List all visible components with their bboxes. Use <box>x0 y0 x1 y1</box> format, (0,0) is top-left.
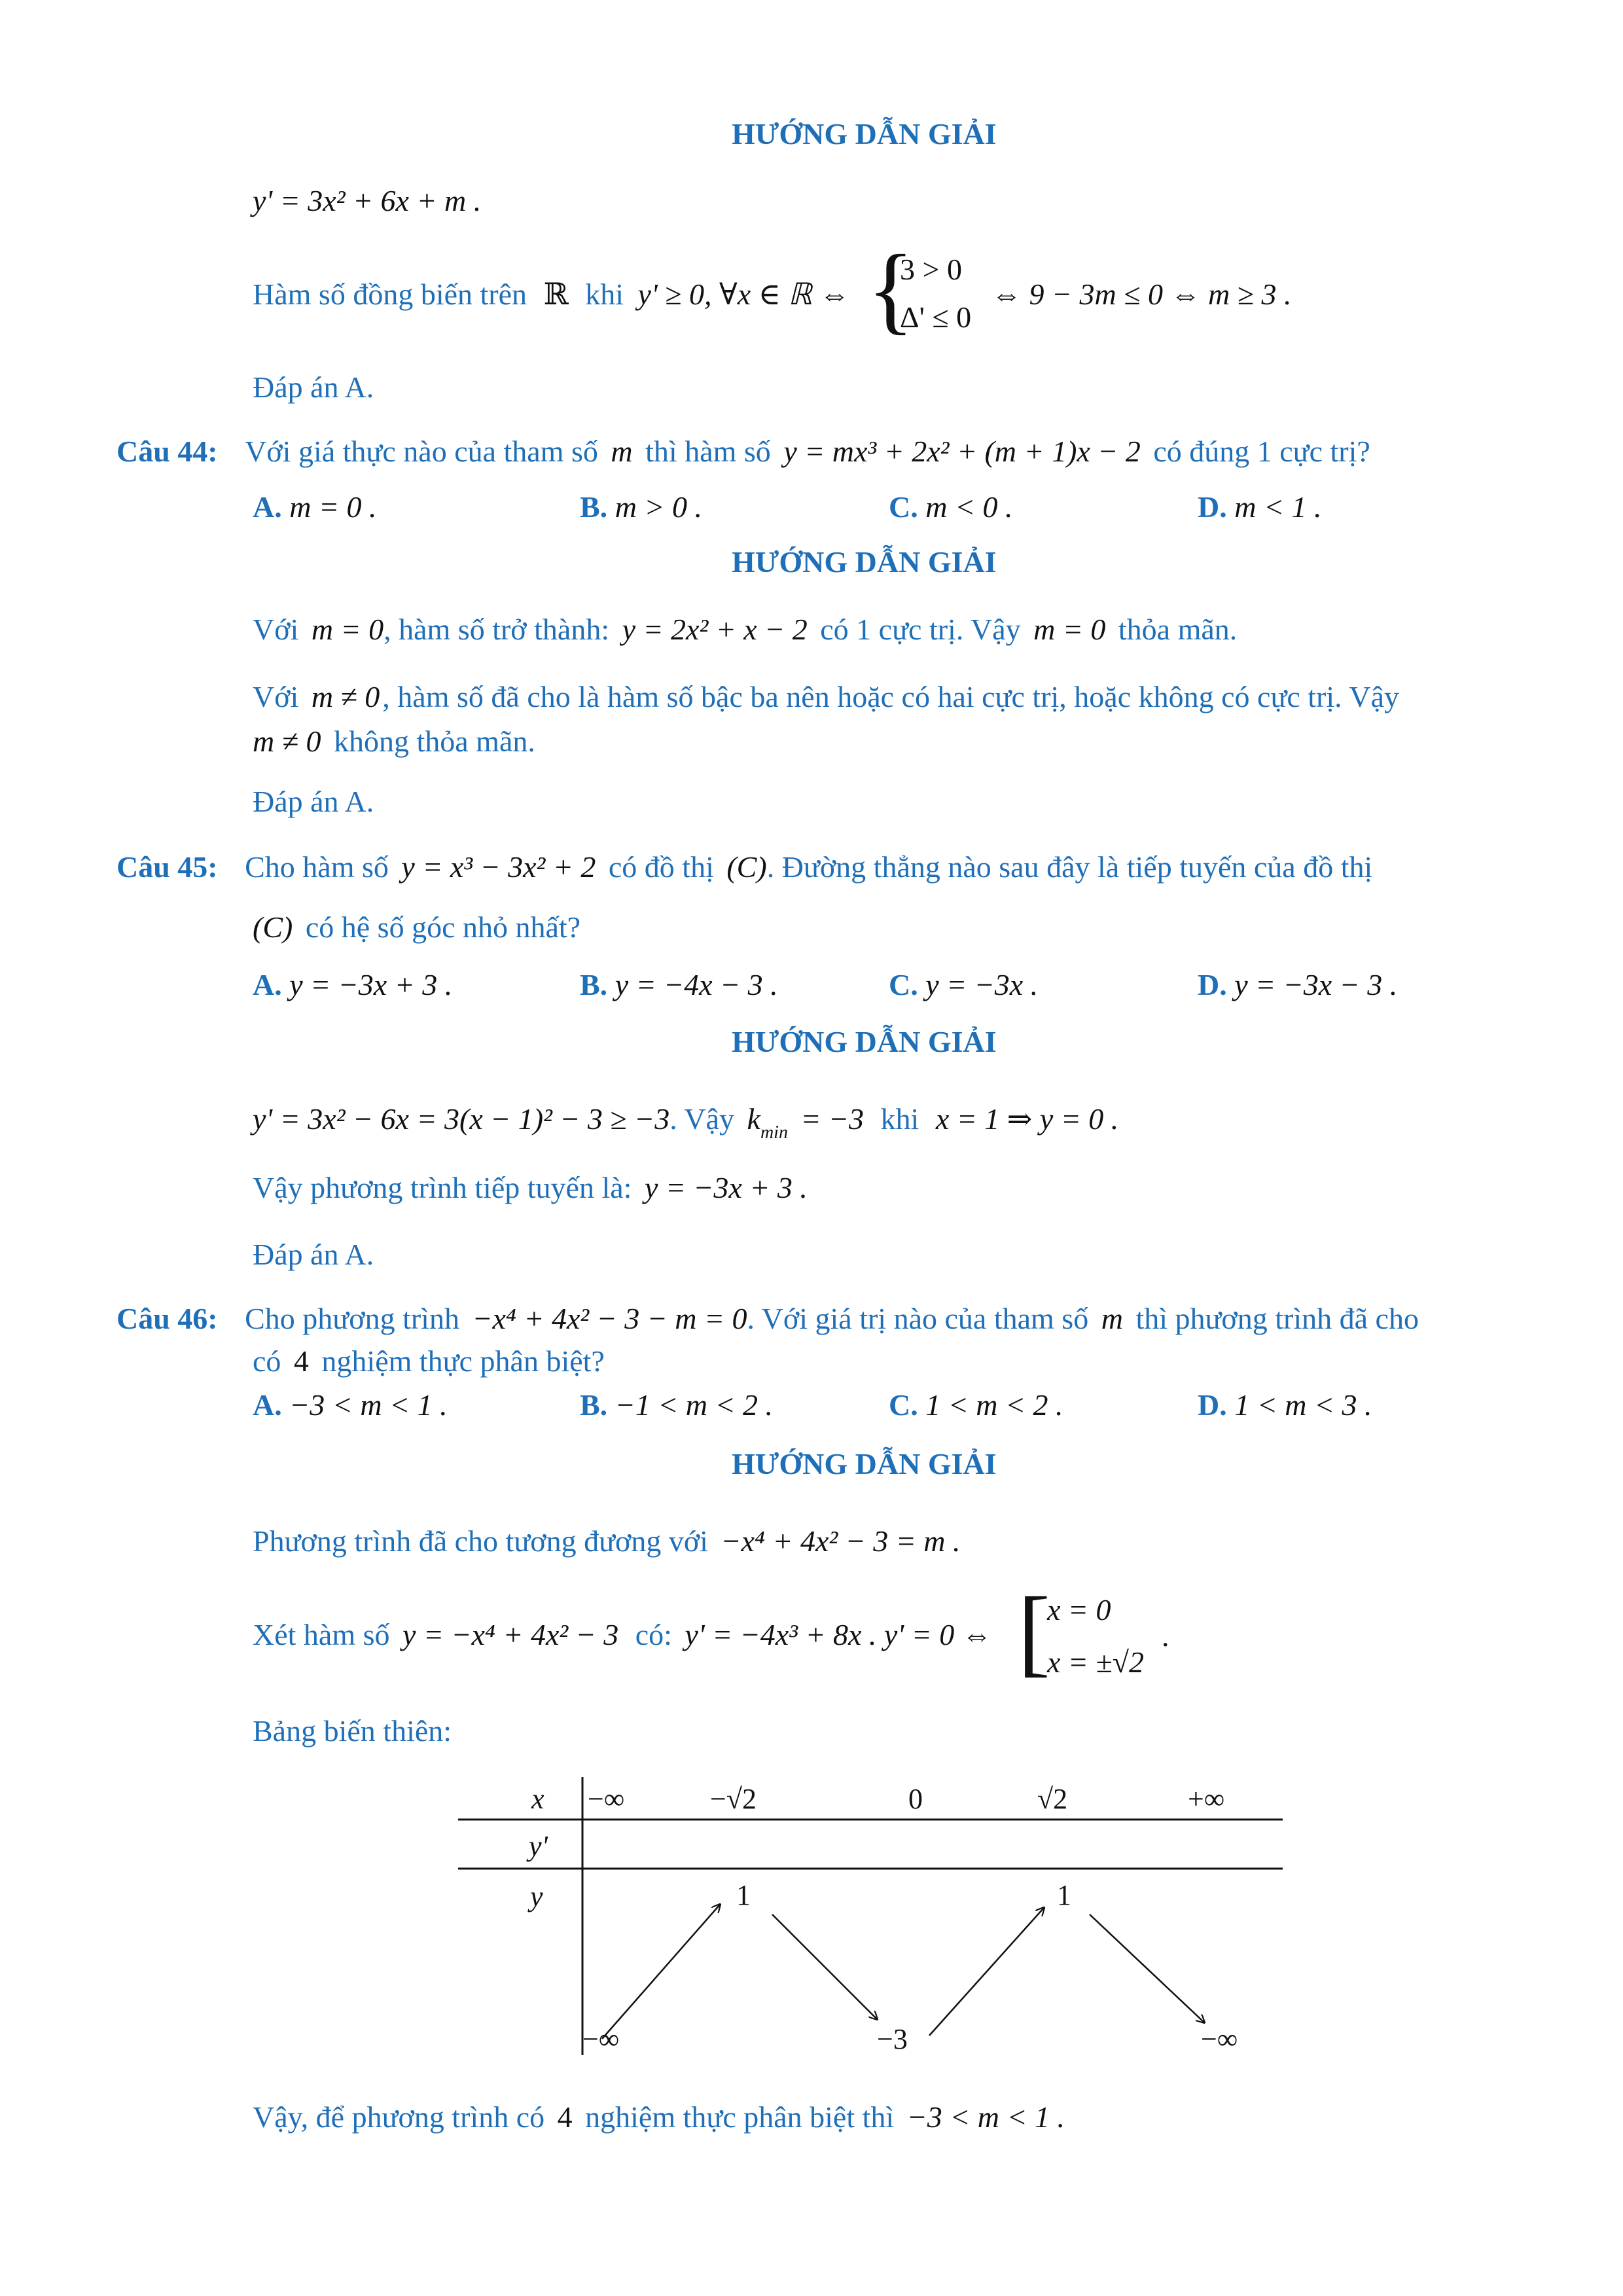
q45-label: Câu 45: <box>116 850 218 884</box>
decreasing-arrow <box>772 1914 877 2019</box>
q45-option-d[interactable] <box>1198 965 1397 1005</box>
option-key: C. <box>889 968 918 1001</box>
math: m = 0 <box>311 613 384 646</box>
q46-option-c[interactable] <box>889 1386 1063 1425</box>
solution-header: HƯỚNG DẪN GIẢI <box>732 1025 997 1058</box>
text: Cho phương trình <box>245 1302 459 1335</box>
math: −x⁴ + 4x² − 3 = m . <box>721 1524 961 1558</box>
text: Với <box>253 613 299 646</box>
math: y = −3x + 3 . <box>644 1171 808 1204</box>
real-set-symbol: ℝ <box>543 278 569 311</box>
option-value: m < 1 . <box>1234 490 1322 524</box>
text: khi <box>880 1102 919 1136</box>
q44-option-c[interactable] <box>889 488 1013 527</box>
sol43-line <box>253 275 849 314</box>
q46-table-label: Bảng biến thiên: <box>253 1714 452 1748</box>
q45-function: y = x³ − 3x² + 2 <box>401 850 596 884</box>
math: m ≠ 0 <box>253 725 321 758</box>
option-key: B. <box>580 1388 608 1422</box>
math: y' = 3x² − 6x = 3(x − 1)² − 3 ≥ −3 <box>253 1102 670 1136</box>
q46-option-d[interactable] <box>1198 1386 1372 1425</box>
option-value: 1 < m < 2 . <box>925 1388 1063 1422</box>
variation-table <box>458 1767 1283 2068</box>
text: có hệ số góc nhỏ nhất? <box>305 910 581 944</box>
q44-option-a[interactable] <box>253 488 377 527</box>
table-row-yprime: y' <box>529 1830 548 1862</box>
q44-answer: Đáp án A. <box>253 785 374 818</box>
sol43-result: ⇔ 9 − 3m ≤ 0 ⇔ m ≥ 3 . <box>991 278 1292 311</box>
sol43-system-row1: 3 > 0 <box>900 253 962 286</box>
number: 4 <box>293 1344 309 1378</box>
q46-stem-line1 <box>116 1299 1419 1338</box>
math: y = 2x² + x − 2 <box>622 613 808 646</box>
text: nghiệm thực phân biệt? <box>321 1344 605 1378</box>
option-key: D. <box>1198 490 1227 524</box>
option-value: m > 0 . <box>615 490 702 524</box>
option-value: −3 < m < 1 . <box>289 1388 448 1422</box>
text: Cho hàm số <box>245 850 389 884</box>
q46-case2: x = ±√2 <box>1047 1645 1144 1679</box>
sol43-answer: Đáp án A. <box>253 370 374 404</box>
system-brace: { <box>867 235 914 344</box>
table-y-max: 1 <box>736 1879 751 1911</box>
table-y-max: 1 <box>1057 1879 1071 1911</box>
q46-option-a[interactable] <box>253 1386 448 1425</box>
text: thì phương trình đã cho <box>1135 1302 1419 1335</box>
option-value: y = −3x + 3 . <box>289 968 453 1001</box>
table-x-value: −∞ <box>588 1783 625 1815</box>
q45-answer: Đáp án A. <box>253 1238 374 1271</box>
q44-sol-line3 <box>253 722 535 761</box>
table-row-y: y <box>530 1880 543 1912</box>
q45-sol-line1 <box>253 1100 1119 1143</box>
k: k <box>747 1102 760 1136</box>
option-value: y = −4x − 3 . <box>615 968 778 1001</box>
table-x-value: −√2 <box>710 1783 757 1815</box>
text: , hàm số trở thành: <box>383 613 610 646</box>
text: có đồ thị <box>608 850 714 884</box>
q46-case1: x = 0 <box>1047 1593 1111 1626</box>
table-y-min: −∞ <box>582 2023 620 2055</box>
option-value: m = 0 . <box>289 490 377 524</box>
table-y-min: −3 <box>877 2023 908 2055</box>
math: y' = −4x³ + 8x . y' = 0 ⇔ <box>685 1618 992 1651</box>
q46-option-b[interactable] <box>580 1386 773 1425</box>
q44-text-pre: Với giá thực nào của tham số <box>245 435 598 468</box>
text: có <box>253 1344 281 1378</box>
q44-text-post: có đúng 1 cực trị? <box>1153 435 1370 468</box>
q45-option-b[interactable] <box>580 965 778 1005</box>
option-value: m < 0 . <box>925 490 1013 524</box>
option-value: y = −3x − 3 . <box>1234 968 1398 1001</box>
table-x-value: √2 <box>1037 1783 1068 1815</box>
text: Xét hàm số <box>253 1618 390 1651</box>
q46-sol-line1 <box>253 1522 960 1561</box>
graph-name: (C) <box>726 850 767 884</box>
q44-sol-line2 <box>253 677 1399 717</box>
option-key: A. <box>253 1388 282 1422</box>
option-value: y = −3x . <box>925 968 1039 1001</box>
q44-text-mid: thì hàm số <box>645 435 771 468</box>
q45-stem-line1 <box>116 848 1372 887</box>
option-key: B. <box>580 490 608 524</box>
sol43-derivative: y' = 3x² + 6x + m . <box>253 184 482 217</box>
math: x = 1 ⇒ y = 0 . <box>935 1102 1119 1136</box>
text: có 1 cực trị. Vậy <box>820 613 1021 646</box>
math: m ≠ 0 <box>311 680 380 713</box>
table-x-value: +∞ <box>1188 1783 1225 1815</box>
text: nghiệm thực phân biệt thì <box>585 2100 895 2134</box>
text: . Đường thẳng nào sau đây là tiếp tuyến của đồ thị <box>766 850 1373 884</box>
text: không thỏa mãn. <box>333 725 535 758</box>
decreasing-arrow <box>1090 1914 1204 2022</box>
q46-label: Câu 46: <box>116 1302 218 1335</box>
text: Vậy phương trình tiếp tuyến là: <box>253 1171 632 1204</box>
text: Với <box>253 680 299 713</box>
solution-header: HƯỚNG DẪN GIẢI <box>732 545 997 579</box>
number: 4 <box>557 2100 573 2134</box>
solution-header: HƯỚNG DẪN GIẢI <box>732 117 997 151</box>
option-key: A. <box>253 490 282 524</box>
table-y-min: −∞ <box>1201 2023 1238 2055</box>
q44-label: Câu 44: <box>116 435 218 468</box>
math: y = −x⁴ + 4x² − 3 <box>402 1618 619 1651</box>
sol43-text: Hàm số đồng biến trên <box>253 278 527 311</box>
case-bracket: [ <box>1018 1577 1050 1686</box>
text: Vậy, để phương trình có <box>253 2100 545 2134</box>
k-min <box>747 1102 788 1143</box>
period: . <box>1162 1619 1169 1653</box>
table-x-value: 0 <box>908 1783 923 1815</box>
math: −3 < m < 1 . <box>906 2100 1065 2134</box>
q46-var-m: m <box>1101 1302 1123 1335</box>
q44-option-b[interactable] <box>580 488 702 527</box>
text: thỏa mãn. <box>1118 613 1238 646</box>
option-key: D. <box>1198 1388 1227 1422</box>
text: . Vậy <box>669 1102 735 1136</box>
q44-sol-line1 <box>253 610 1237 649</box>
table-row-x: x <box>531 1783 544 1815</box>
q46-conclusion <box>253 2098 1065 2137</box>
sol43-khi: khi <box>585 278 624 311</box>
math: = −3 <box>800 1102 865 1136</box>
option-key: C. <box>889 490 918 524</box>
q45-option-a[interactable] <box>253 965 452 1005</box>
q44-var-m: m <box>611 435 633 468</box>
option-key: A. <box>253 968 282 1001</box>
solution-header: HƯỚNG DẪN GIẢI <box>732 1447 997 1480</box>
sol43-system-row2: Δ' ≤ 0 <box>900 300 972 334</box>
min-subscript: min <box>760 1122 788 1143</box>
q46-equation: −x⁴ + 4x² − 3 − m = 0 <box>472 1302 747 1335</box>
increasing-arrow <box>602 1905 720 2039</box>
q45-option-c[interactable] <box>889 965 1038 1005</box>
sol43-condition: y' ≥ 0, ∀x ∈ ℝ ⇔ <box>637 278 850 311</box>
q44-function: y = mx³ + 2x² + (m + 1)x − 2 <box>783 435 1141 468</box>
option-key: D. <box>1198 968 1227 1001</box>
option-value: 1 < m < 3 . <box>1234 1388 1372 1422</box>
math: m = 0 <box>1033 613 1106 646</box>
graph-name: (C) <box>253 910 293 944</box>
q44-option-d[interactable] <box>1198 488 1322 527</box>
q45-stem-line2 <box>253 908 580 947</box>
text: , hàm số đã cho là hàm số bậc ba nên hoặc có hai cực trị, hoặc không có cực trị. Vậy <box>382 680 1399 713</box>
text: Phương trình đã cho tương đương với <box>253 1524 708 1558</box>
q46-sol-line2 <box>253 1615 992 1655</box>
increasing-arrow <box>929 1908 1044 2036</box>
text: . Với giá trị nào của tham số <box>747 1302 1089 1335</box>
option-key: B. <box>580 968 608 1001</box>
q46-stem-line2 <box>253 1342 605 1381</box>
text: có: <box>635 1618 672 1651</box>
option-value: −1 < m < 2 . <box>615 1388 774 1422</box>
q44-stem <box>116 432 1370 471</box>
q45-sol-line2 <box>253 1168 808 1208</box>
option-key: C. <box>889 1388 918 1422</box>
